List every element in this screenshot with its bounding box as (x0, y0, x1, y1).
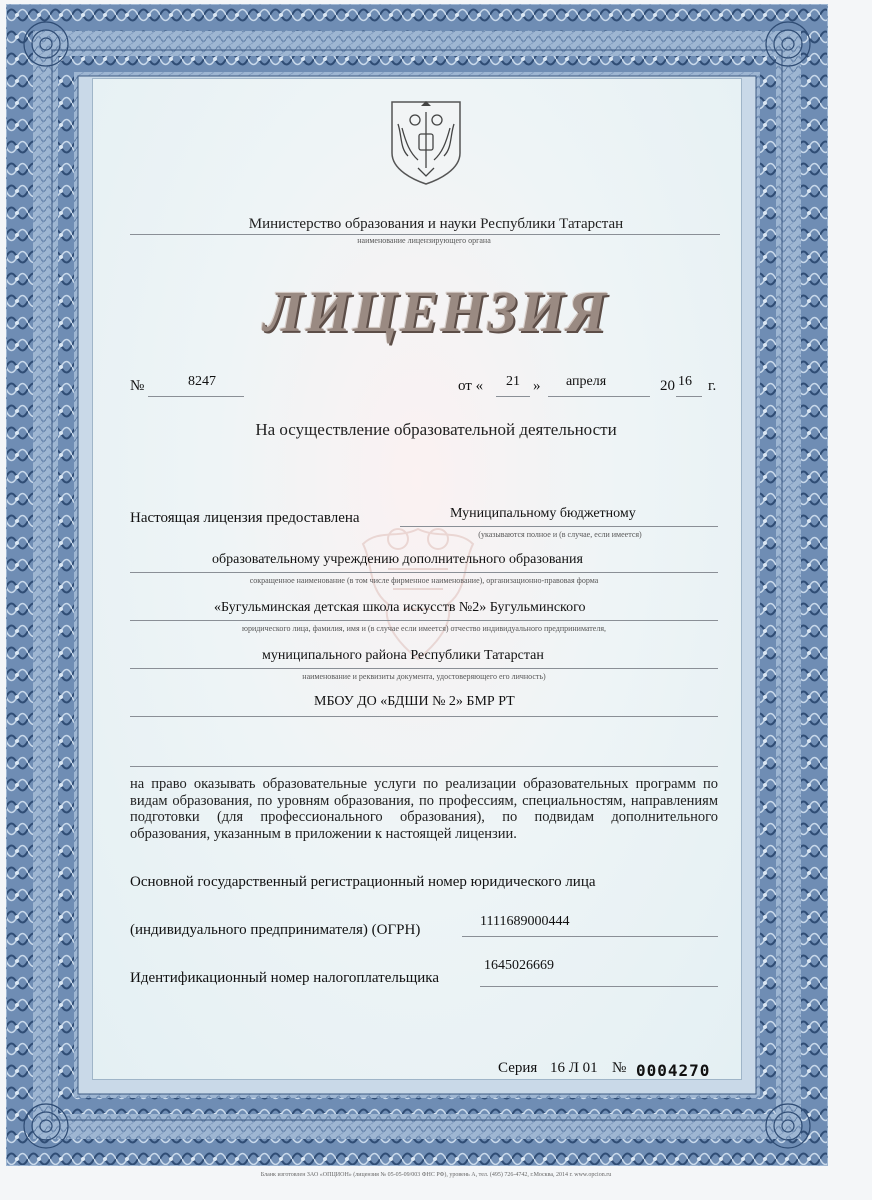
granted-line3-underline (130, 620, 718, 621)
licensee-short-name: МБОУ ДО «БДШИ № 2» БМР РТ (314, 694, 515, 709)
ministry-caption: наименование лицензирующего органа (357, 236, 491, 245)
license-number: 8247 (188, 374, 216, 389)
ogrn-label-line1: Основной государственный регистрационный номер юридического лица (130, 874, 596, 890)
date-from-label: от « (458, 378, 484, 394)
date-year-unit: г. (708, 378, 717, 394)
granted-label: Настоящая лицензия предоставлена (130, 510, 360, 526)
series-label: Серия (498, 1060, 538, 1076)
licensee-caption1: (указываются полное и (в случае, если имеется) (478, 530, 642, 539)
month-underline (548, 396, 650, 397)
serial-number: 0004270 (636, 1061, 711, 1080)
ogrn-value: 1111689000444 (480, 914, 570, 929)
ministry-underline (130, 234, 720, 235)
printer-note: Бланк изготовлен ЗАО «ОПЦИОН» (лицензия № 05-05-09/003 ФНС РФ), уровень А, тел. (495) 726-4742, г.Москва, 2014 г. www.opcion.ru (260, 1172, 612, 1178)
licensing-authority-name: Министерство образования и науки Республики Татарстан (248, 216, 624, 232)
coat-of-arms-icon (388, 98, 464, 186)
ogrn-underline (462, 936, 718, 937)
granted-line1-underline (400, 526, 718, 527)
date-year-prefix: 20 (660, 378, 675, 394)
date-year-suffix: 16 (678, 374, 692, 389)
blank-line-underline (130, 766, 718, 767)
license-rights-text: на право оказывать образовательные услуги по реализации образовательных программ по видам образования, по уровням образования, по профессиям, специальностям, направлениям подготовки (для профессионального образования), по подвидам дополнительного образования, указанным в приложении к настоящей лицензии. (130, 776, 718, 842)
licensee-name-line2: образовательному учреждению дополнительного образования (212, 552, 583, 567)
licensee-name-line3: «Бугульминская детская школа искусств №2» Бугульминского (214, 600, 586, 615)
license-purpose: На осуществление образовательной деятельности (255, 420, 617, 439)
licensee-caption2: сокращенное наименование (в том числе фирменное наименование), организационно-правовая форма (249, 576, 599, 585)
granted-line5-underline (130, 716, 718, 717)
series-value: 16 Л 01 (550, 1060, 598, 1076)
licensee-name-line1: Муниципальному бюджетному (450, 506, 636, 521)
inn-underline (480, 986, 718, 987)
inn-value: 1645026669 (484, 958, 554, 973)
date-day: 21 (506, 374, 520, 389)
licensee-caption3: юридического лица, фамилия, имя и (в случае если имеется) отчество индивидуального предпринимателя, (241, 624, 607, 633)
serial-label: № (612, 1060, 627, 1076)
day-underline (496, 396, 530, 397)
date-month: апреля (566, 374, 607, 389)
ogrn-label-line2: (индивидуального предпринимателя) (ОГРН) (130, 922, 421, 938)
licensee-name-line4: муниципального района Республики Татарстан (262, 648, 544, 663)
granted-line4-underline (130, 668, 718, 669)
license-number-label: № (130, 378, 145, 394)
inn-label: Идентификационный номер налогоплательщика (130, 970, 440, 986)
year-underline (676, 396, 702, 397)
number-underline (148, 396, 244, 397)
granted-line2-underline (130, 572, 718, 573)
document-title: ЛИЦЕНЗИЯ (263, 279, 609, 344)
date-close-quote: » (533, 378, 541, 394)
licensee-caption4: наименование и реквизиты документа, удостоверяющего его личность) (302, 672, 546, 681)
